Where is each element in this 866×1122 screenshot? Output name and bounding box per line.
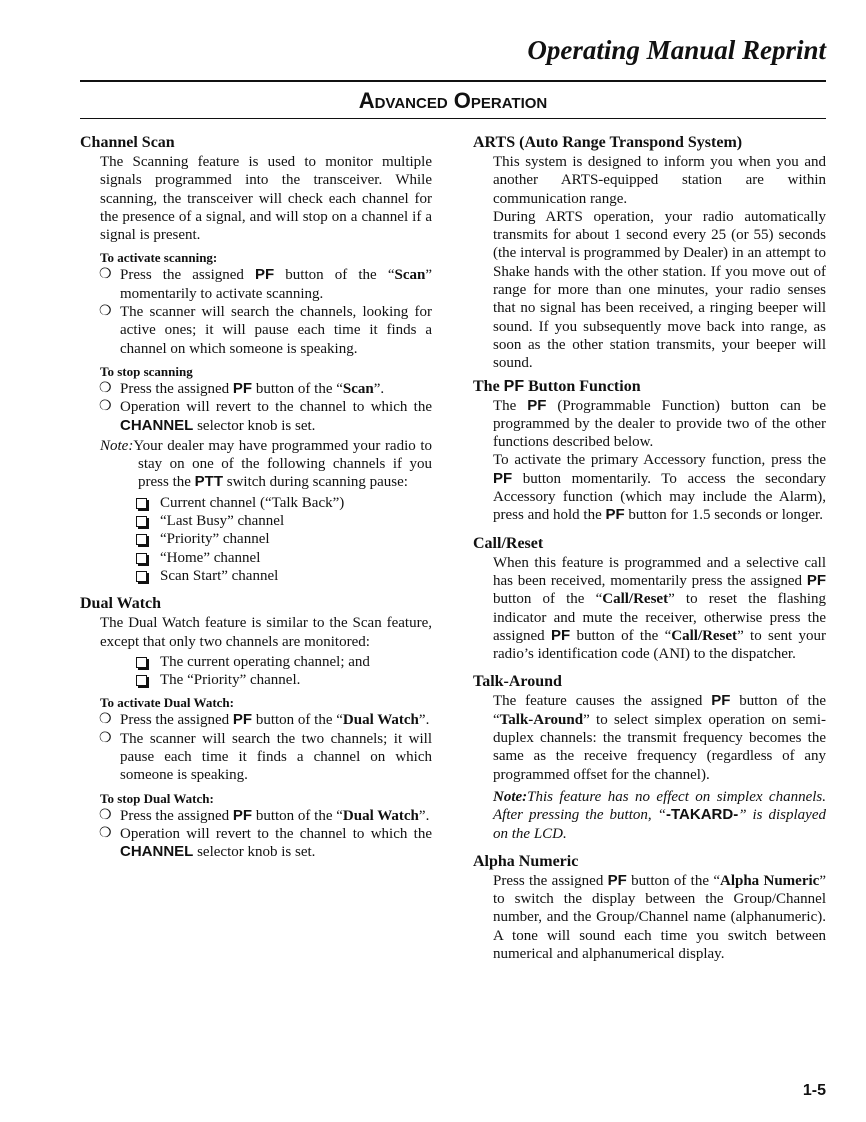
list-item: “Home” channel [136,549,432,567]
activate-dual-watch-heading: To activate Dual Watch: [100,695,234,711]
dual-watch-options-list [136,653,432,690]
checkbox-bullet-icon [136,657,147,668]
page-title: Advanced Operation [358,88,548,113]
stop-dual-watch-heading: To stop Dual Watch: [100,790,214,806]
scan-options-list [136,494,432,585]
circle-bullet-icon: ❍ [99,807,112,823]
arts-paragraph: During ARTS operation, your radio automatically transmits for about 1 second every 25 (or 55) seconds (the interval is programmed by Dealer) in an attempt to Shake hands with the other station. If you move out of range for more than one minutes, your radio senses that no signal has been received, a ringing beeper will sound. If you subsequently move back into range, as soon as the other station transmits, your beeper will sound. [493,208,826,372]
circle-bullet-icon: ❍ [99,267,112,283]
dual-watch-heading: Dual Watch [80,595,162,613]
scan-note: Note:Your dealer may have programmed your radio to stay on one of the following channels if you press the PTT switch during scanning pause: [100,437,432,491]
right-column [473,133,826,963]
arts-heading: ARTS (Auto Range Transpond System) [473,134,743,151]
list-item: The “Priority” channel. [136,671,432,689]
list-item: ❍ The scanner will search the channels, looking for active ones; it will pause each time it finds a channel on which someone is speaking. [99,304,432,357]
page-number: 1-5 [802,1082,826,1099]
list-item: “Last Busy” channel [136,512,432,530]
checkbox-bullet-icon [136,553,147,564]
talk-around-paragraph: The feature causes the assigned PF button of the “Talk-Around” to select simplex operation on semi-duplex channels: the transmit frequency becomes the same as the receive frequency (regardless of any programmed offset for the channel). [493,692,826,783]
circle-bullet-icon: ❍ [99,825,112,841]
title-rule [80,118,826,119]
list-item: The current operating channel; and [136,653,432,671]
talk-around-note: Note:This feature has no effect on simplex channels. After pressing the button, “-TAKARD-” is displayed on the LCD. [493,788,826,842]
list-item: ❍ Press the assigned PF button of the “Scan” momentarily to activate scanning. [99,266,432,302]
alpha-numeric-paragraph: Press the assigned PF button of the “Alpha Numeric” to switch the display between the Group/Channel number, and the Group/Channel name (alphanumeric). A tone will sound each time you switch between numerical and alphanumerical display. [493,871,826,962]
circle-bullet-icon: ❍ [99,304,112,320]
circle-bullet-icon: ❍ [99,712,112,728]
call-reset-paragraph: When this feature is programmed and a selective call has been received, momentarily press the assigned PF button of the “Call/Reset” to reset the flashing indicator and mute the receiver, otherwise press the assigned PF button of the “Call/Reset” to sent your radio’s identification code (ANI) to the dispatcher. [493,554,826,663]
activate-scanning-heading: To activate scanning: [100,250,218,266]
list-item: ❍ Press the assigned PF button of the “Dual Watch”. [99,711,430,729]
list-item: ❍ Operation will revert to the channel to which the CHANNEL selector knob is set. [99,825,432,861]
list-item: ❍ Press the assigned PF button of the “Dual Watch”. [99,806,430,824]
left-column [80,133,432,862]
call-reset-heading: Call/Reset [473,534,544,552]
checkbox-bullet-icon [136,516,147,527]
dual-watch-intro: The Dual Watch feature is similar to the Scan feature, except that only two channels are monitored: [100,615,432,650]
checkbox-bullet-icon [136,498,147,509]
pf-button-heading: The PF Button Function [473,377,641,395]
circle-bullet-icon: ❍ [99,399,112,415]
list-item: Current channel (“Talk Back”) [136,494,432,512]
list-item: “Priority” channel [136,530,432,548]
list-item: ❍ Operation will revert to the channel to which the CHANNEL selector knob is set. [99,399,432,434]
checkbox-bullet-icon [136,534,147,545]
alpha-numeric-heading: Alpha Numeric [473,852,579,870]
pf-paragraph: The PF (Programmable Function) button can be programmed by the dealer to provide two of the other functions described below. [493,396,826,451]
checkbox-bullet-icon [136,571,147,582]
header-rule [80,80,826,82]
channel-scan-intro: The Scanning feature is used to monitor multiple signals programmed into the transceiver. While scanning, the transceiver will check each channel for the presence of a signal, and will stop on a channel if a signal is present. [100,154,432,244]
list-item: Scan Start” channel [136,567,432,585]
talk-around-heading: Talk-Around [473,673,562,691]
channel-scan-heading: Channel Scan [80,134,175,151]
list-item: ❍ Press the assigned PF button of the “Scan”. [99,379,385,397]
circle-bullet-icon: ❍ [99,730,112,746]
circle-bullet-icon: ❍ [99,380,112,396]
list-item: ❍ The scanner will search the two channels; it will pause each time it finds a channel on which someone is speaking. [99,730,432,784]
checkbox-bullet-icon [136,675,147,686]
arts-paragraph: This system is designed to inform you when you and another ARTS-equipped station are within communication range. [493,154,826,207]
pf-paragraph: To activate the primary Accessory function, press the PF button momentarily. To access the secondary Accessory function (which may include the Alarm), press and hold the PF button for 1.5 seconds or longer. [493,452,826,524]
manual-title: Operating Manual Reprint [527,35,826,65]
stop-scanning-heading: To stop scanning [100,363,193,379]
